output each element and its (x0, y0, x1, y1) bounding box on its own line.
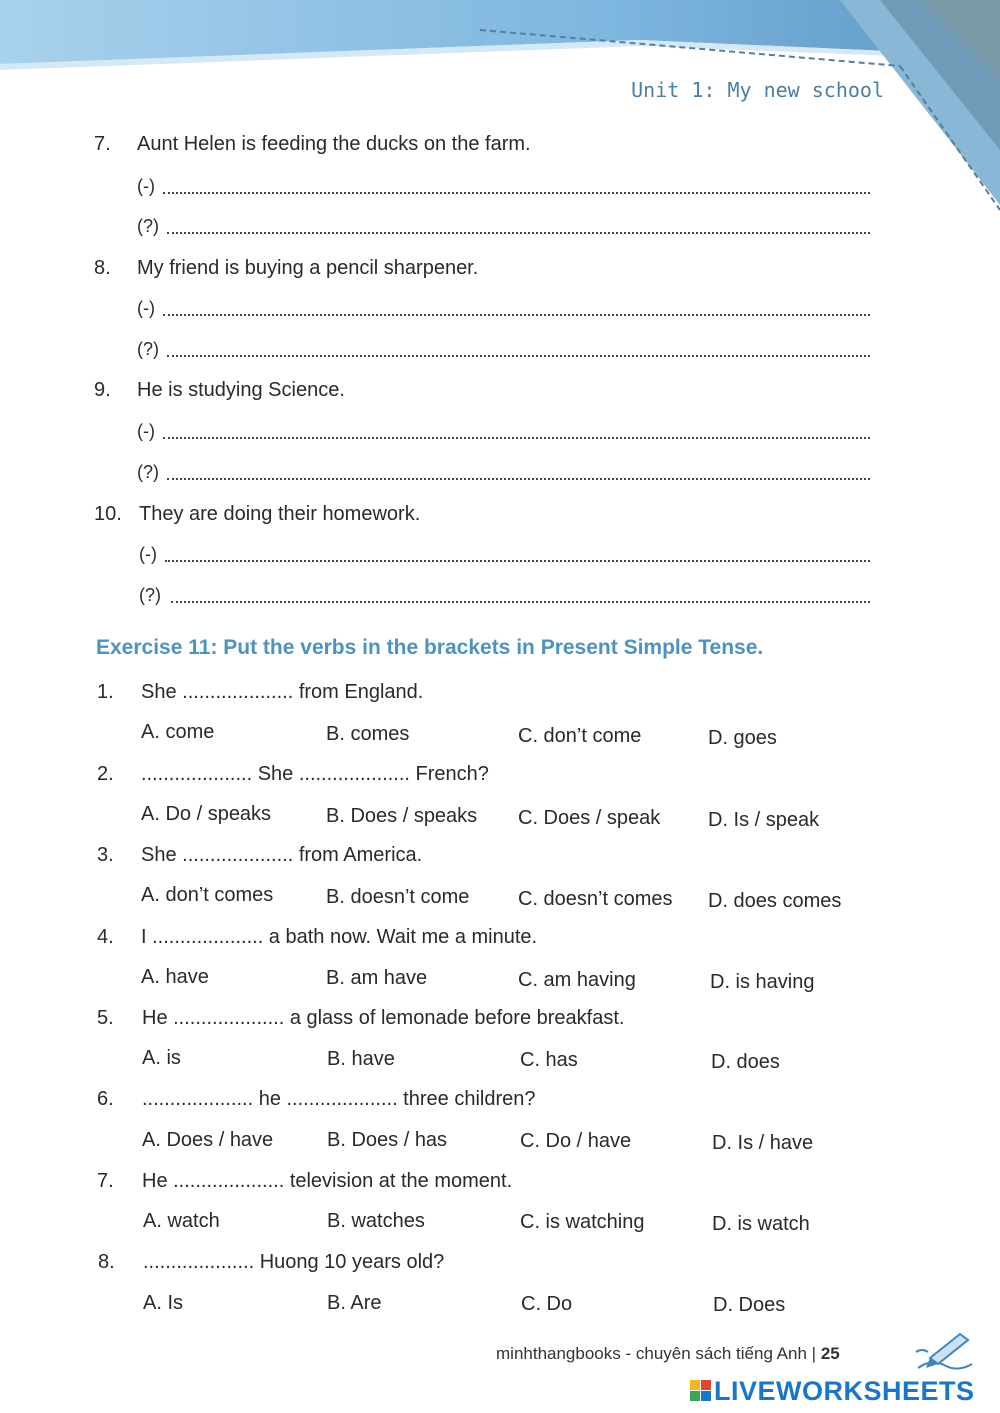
question-number: 3. (97, 844, 114, 866)
negative-answer-line[interactable] (137, 174, 870, 198)
question-number: 8. (98, 1251, 115, 1273)
item-number: 8. (94, 257, 111, 279)
item-number: 9. (94, 379, 111, 401)
option-b[interactable]: B. watches (327, 1210, 425, 1232)
page-number: 25 (820, 1344, 840, 1363)
option-c[interactable]: C. don’t come (518, 725, 642, 747)
option-c[interactable]: C. Does / speak (518, 807, 661, 829)
option-d[interactable]: D. Is / have (712, 1132, 814, 1154)
option-a[interactable]: A. come (141, 721, 215, 743)
answer-blank[interactable] (165, 560, 870, 562)
unit-title: Unit 1: My new school (631, 78, 884, 102)
option-d[interactable]: D. is watch (712, 1213, 810, 1235)
publisher-text: minhthangbooks - chuyên sách tiếng Anh | (496, 1344, 817, 1363)
item-sentence: Aunt Helen is feeding the ducks on the farm. (137, 133, 531, 155)
option-a[interactable]: A. have (141, 966, 209, 988)
answer-blank[interactable] (163, 314, 870, 316)
pen-writing-icon (912, 1328, 982, 1376)
question-marker: (?) (137, 462, 159, 482)
option-a[interactable]: A. Is (143, 1292, 184, 1314)
question-stem: He .................... a glass of lemonade before breakfast. (142, 1007, 625, 1029)
question-number: 4. (97, 926, 114, 948)
item-sentence: He is studying Science. (137, 379, 345, 401)
item-sentence: They are doing their homework. (139, 503, 421, 525)
option-b[interactable]: B. Does / has (327, 1129, 448, 1151)
question-number: 7. (97, 1170, 114, 1192)
question-stem: .................... She .................... French? (141, 763, 489, 785)
option-d[interactable]: D. goes (708, 727, 777, 749)
question-number: 2. (97, 763, 114, 785)
option-c[interactable]: C. has (520, 1049, 578, 1071)
question-stem: He .................... television at the moment. (142, 1170, 513, 1192)
question-answer-line[interactable] (137, 214, 870, 238)
question-stem: She .................... from America. (141, 844, 423, 866)
option-c[interactable]: C. is watching (520, 1211, 645, 1233)
option-c[interactable]: C. Do / have (520, 1130, 632, 1152)
option-d[interactable]: D. Is / speak (708, 809, 820, 831)
option-d[interactable]: D. does (711, 1051, 780, 1073)
item-number: 7. (94, 133, 111, 155)
liveworksheets-badge-icon (690, 1380, 712, 1402)
question-stem: .................... Huong 10 years old? (143, 1251, 445, 1273)
answer-blank[interactable] (163, 192, 870, 194)
answer-blank[interactable] (163, 437, 870, 439)
negative-answer-line[interactable] (137, 419, 870, 443)
option-d[interactable]: D. is having (710, 971, 815, 993)
item-sentence: My friend is buying a pencil sharpener. (137, 257, 479, 279)
question-stem: She .................... from England. (141, 681, 424, 703)
negative-answer-line[interactable] (137, 296, 870, 320)
answer-blank[interactable] (167, 478, 870, 480)
answer-blank[interactable] (171, 601, 870, 603)
exercise-11-heading: Exercise 11: Put the verbs in the brackets in Present Simple Tense. (96, 636, 764, 659)
question-marker: (?) (139, 585, 161, 605)
option-a[interactable]: A. is (142, 1047, 181, 1069)
answer-blank[interactable] (167, 355, 870, 357)
question-marker: (?) (137, 339, 159, 359)
option-a[interactable]: A. watch (143, 1210, 220, 1232)
item-number: 10. (94, 503, 122, 525)
option-b[interactable]: B. have (327, 1048, 395, 1070)
page-footer (496, 1344, 840, 1364)
answer-blank[interactable] (167, 232, 870, 234)
option-a[interactable]: A. Do / speaks (141, 803, 272, 825)
option-b[interactable]: B. Does / speaks (326, 805, 478, 827)
question-answer-line[interactable] (137, 460, 870, 484)
negative-marker: (-) (137, 298, 155, 318)
question-number: 5. (97, 1007, 114, 1029)
liveworksheets-wordmark: LIVEWORKSHEETS (714, 1376, 975, 1406)
question-stem: I .................... a bath now. Wait me a minute. (141, 926, 538, 948)
option-c[interactable]: C. doesn’t comes (518, 888, 673, 910)
option-d[interactable]: D. Does (713, 1294, 786, 1316)
question-answer-line[interactable] (139, 583, 870, 607)
question-marker: (?) (137, 216, 159, 236)
option-d[interactable]: D. does comes (708, 890, 842, 912)
option-a[interactable]: A. don’t comes (141, 884, 274, 906)
question-number: 1. (97, 681, 114, 703)
negative-answer-line[interactable] (139, 542, 870, 566)
option-b[interactable]: B. comes (326, 723, 410, 745)
option-b[interactable]: B. Are (327, 1292, 382, 1314)
option-b[interactable]: B. am have (326, 967, 428, 989)
option-a[interactable]: A. Does / have (142, 1129, 274, 1151)
option-c[interactable]: C. Do (521, 1293, 573, 1315)
question-number: 6. (97, 1088, 114, 1110)
negative-marker: (-) (139, 544, 157, 564)
question-answer-line[interactable] (137, 337, 870, 361)
question-stem: .................... he .................... three children? (142, 1088, 536, 1110)
option-b[interactable]: B. doesn’t come (326, 886, 470, 908)
negative-marker: (-) (137, 176, 155, 196)
option-c[interactable]: C. am having (518, 969, 636, 991)
negative-marker: (-) (137, 421, 155, 441)
